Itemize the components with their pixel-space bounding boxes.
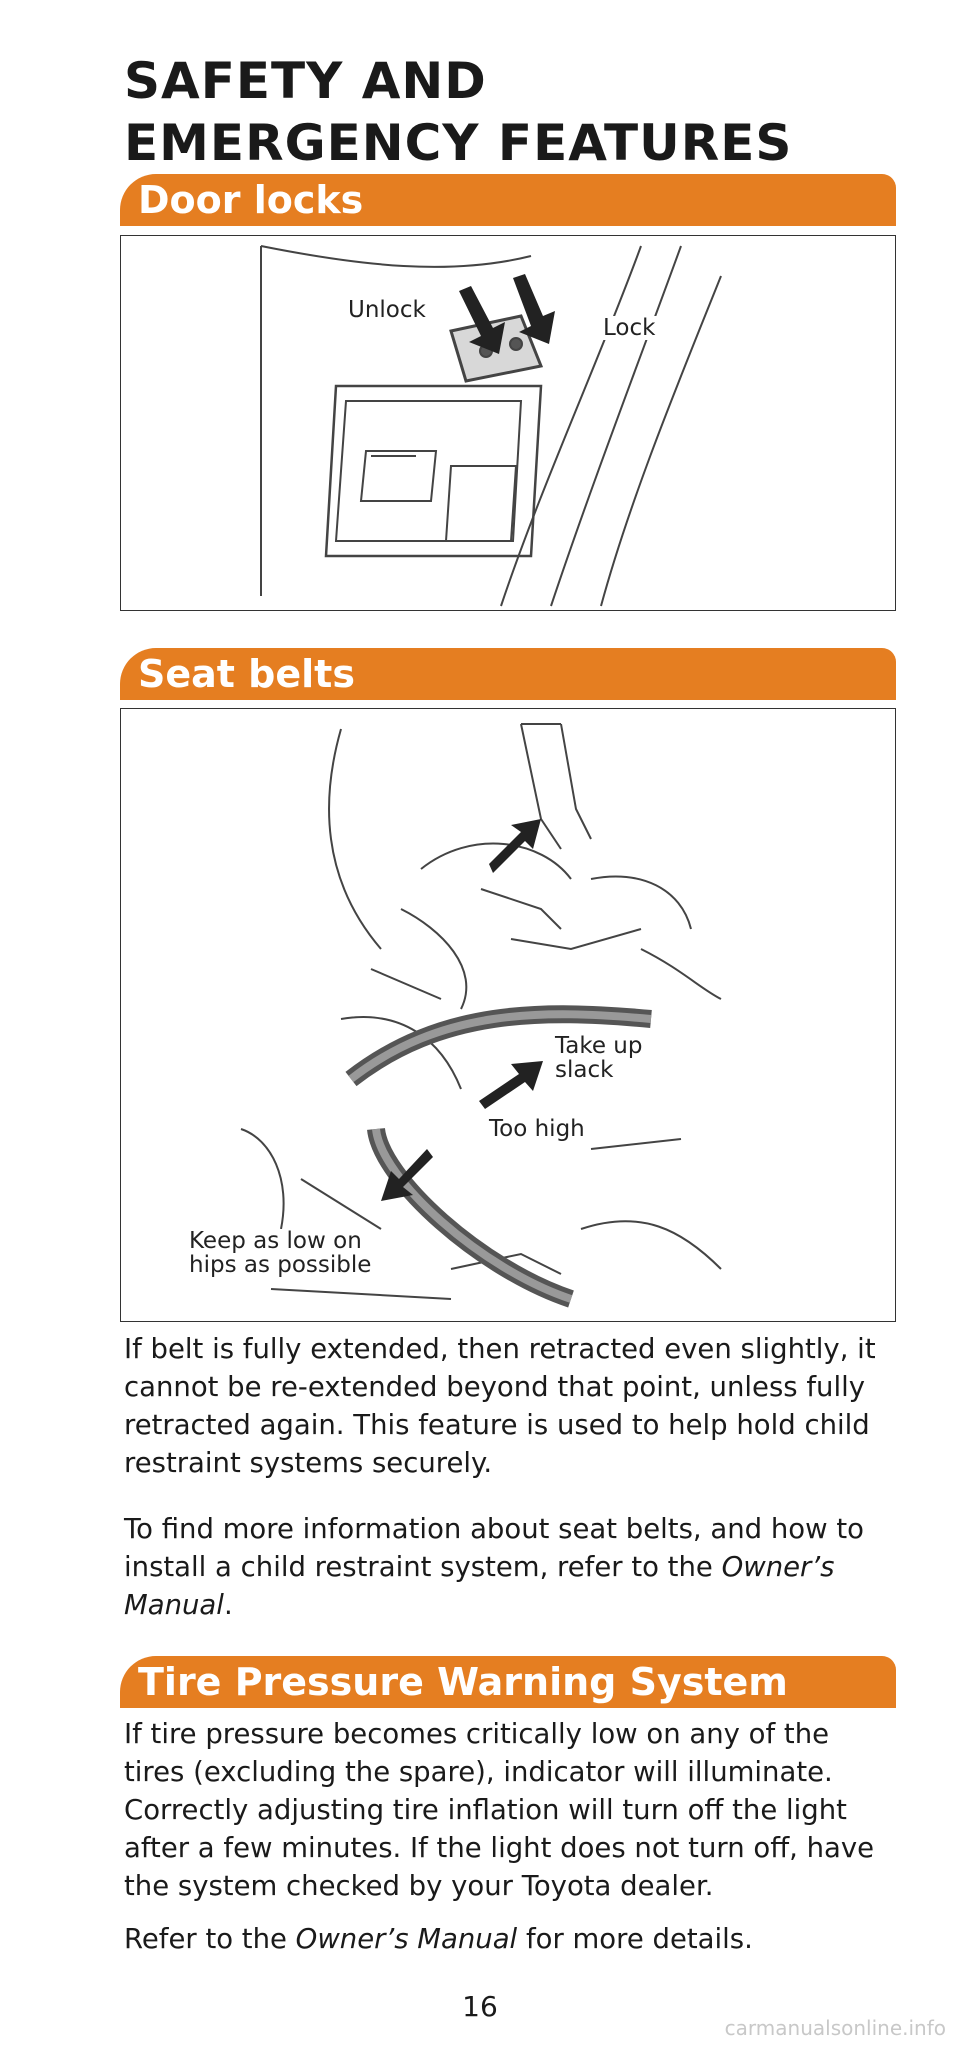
- unlock-label: Unlock: [348, 297, 426, 323]
- door-locks-header: Door locks: [120, 174, 896, 226]
- seat-belt-retract-paragraph: If belt is fully extended, then retracted even slightly, it cannot be re-extended beyond that point, unless fully retracted again. This feature is used to help hold child restraint systems securely.: [124, 1333, 876, 1479]
- seat-belt-info-text: To find more information about seat belts, and how to install a child restraint system, refer to the: [124, 1513, 864, 1583]
- take-up-slack-label: [553, 1034, 644, 1082]
- take-up-slack-line-1: Take up: [555, 1033, 643, 1059]
- tpws-paragraph: If tire pressure becomes critically low on any of the tires (excluding the spare), indicator will illuminate. Correctly adjusting tire inflation will turn off the light after a few minutes. If the light does not turn off, have the system checked by your Toyota dealer.: [124, 1718, 875, 1902]
- door-lock-illustration: [121, 236, 897, 612]
- tpws-reference-suffix: for more details.: [525, 1923, 753, 1955]
- keep-low-line-2: hips as possible: [189, 1252, 372, 1278]
- tpws-reference-prefix: Refer to the: [124, 1923, 287, 1955]
- door-locks-figure: [120, 235, 896, 611]
- lock-label: Lock: [603, 315, 656, 341]
- page-number: 16: [462, 1990, 498, 2023]
- owners-manual-reference: Owner’s Manual: [124, 1551, 835, 1621]
- seat-belt-info-end: .: [223, 1589, 233, 1621]
- keep-low-line-1: Keep as low on: [189, 1228, 362, 1254]
- keep-low-label: [187, 1229, 373, 1277]
- tpws-header: Tire Pressure Warning System: [120, 1656, 896, 1708]
- watermark: carmanualsonline.info: [724, 2016, 946, 2040]
- seat-belts-header: Seat belts: [120, 648, 896, 700]
- page-title: [124, 50, 884, 174]
- seat-belt-info-paragraph: [124, 1510, 884, 1624]
- seat-belts-figure: [120, 708, 896, 1322]
- tpws-reference-paragraph: [124, 1920, 884, 1958]
- page-title-line-2: EMERGENCY FEATURES: [124, 114, 793, 172]
- page-title-line-1: SAFETY AND: [124, 52, 487, 110]
- tpws-owners-manual-reference: Owner’s Manual: [295, 1923, 518, 1955]
- take-up-slack-line-2: slack: [555, 1057, 614, 1083]
- too-high-label: Too high: [489, 1116, 585, 1142]
